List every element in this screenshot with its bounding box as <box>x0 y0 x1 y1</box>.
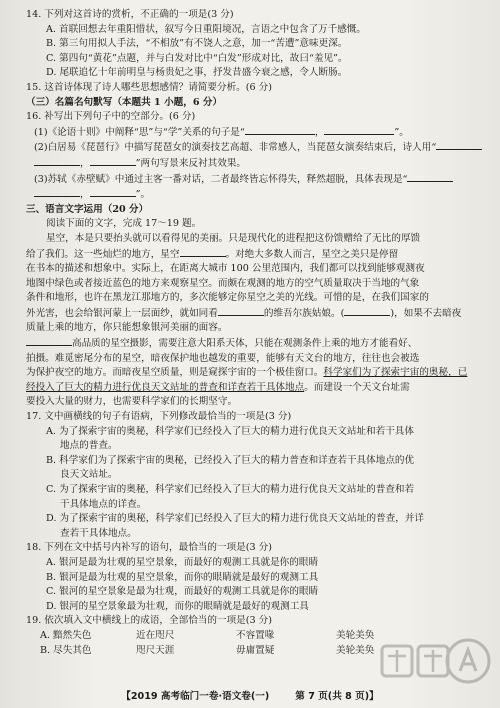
footer-page-number: 第 7 页(共 8 页)】 <box>295 691 379 702</box>
section-heading-recitation: （三）名篇名句默写（本题共 1 小题，6 分） <box>26 96 223 108</box>
passage-line: 地图中绿色或者接近蓝色的地方来观察星空。而颇在观测的地方的空气质量取决于当地的气象 <box>26 277 420 289</box>
section-heading-language: 三、语言文字运用（20 分） <box>26 203 149 215</box>
q18-option-c: C. 银河的星空景象是最为壮观，而最好的观测工具就是你的眼睛 <box>46 586 319 598</box>
q14-stem: 14. 下列对这首诗的赏析，不正确的一项是(3 分) <box>26 9 234 20</box>
passage-line: 给了我们。这一些灿烂的地方，星空 。对绝大多数人而言，星空之美只是停留 <box>26 248 399 260</box>
passage-line: 质量上乘的地方，你只能想象银河美丽的面容。 <box>26 322 228 334</box>
q14-option-a: A. 首联回想去年重阳惜状，叙写今日重阳境况，言语之中包含了万千感慨。 <box>46 23 367 35</box>
q18-option-b: B. 银河是最为壮观的星空景象，而你的眼睛就是最好的观测工具 <box>46 571 319 583</box>
q16-stem: 16. 补写出下列句子中的空部分。(6 分) <box>26 111 196 123</box>
passage-line: 在书本的描述和想象中。实际上，在距离大城市 100 公里范围内，我们都可以找到能够观测夜 <box>26 263 425 275</box>
passage-line: 外光害，也会给银河蒙上一层面纱，就如同看 的维吾尔族姑娘。( )，如果不去暗夜 <box>26 307 462 319</box>
q14-option-c: C. 第四句“黄花”点题，并与白发对比中“白发”形成对比，故曰“羞见”。 <box>46 52 348 64</box>
q17-option-c: C. 为了探索宇宙的奥秘，科学家们已经投入了巨大的精力进行优良天文站址的普查和若 <box>46 484 415 495</box>
passage-line: 要投入大量的财力，也需要科学家们的长期坚守。 <box>26 396 238 408</box>
page-footer <box>0 688 500 702</box>
underlined-sentence: 经投入了巨大的精力进行优良天文站址的普查和详查若干具体地点 <box>26 381 305 393</box>
passage-line: 拍摄。难觅密尾分布的星空，暗夜保护地也越发的重要，能够有天文台的地方，往往也会被选 <box>26 352 420 364</box>
passage-line: 条件和地形，也许在黑龙江那地方的，多次能够定你星空之美的光线。可惜的是，在我们国家的 <box>26 292 429 304</box>
q16-item-3b: ， ”。 <box>26 187 482 203</box>
q17-option-a: A. 为了探索宇宙的奥秘，科学家们已经投入了巨大的精力进行优良天文站址和若干具体 <box>46 425 414 437</box>
q19-stem: 19. 依次填入文中横线上的成语，全部恰当的一项是(3 分) <box>26 615 273 627</box>
answer-blank <box>436 140 482 150</box>
passage-line: 星空，本是只要抬头就可以看得见的美丽。只是现代化的进程把这份馈赠给了无比的厚馈 <box>46 232 421 244</box>
q16-item-3a: (3)苏轼《赤壁赋》中通过主客一番对话，二者最终皆忘怀得失，释然超脱，具体表现是“ <box>26 172 482 188</box>
q17-option-c-cont: 干具体地点的详查。 <box>60 498 147 510</box>
answer-blank <box>90 187 136 197</box>
q14-option-d: D. 尾联追忆十年前明皇与杨贵妃之事，抒发昔盛今衰之感，令人断肠。 <box>46 67 348 79</box>
answer-blank <box>34 187 80 197</box>
answer-blank <box>26 336 72 346</box>
footer-exam-title: 【2019 高考临门一卷·语文卷(一) <box>121 691 270 702</box>
answer-blank <box>180 247 226 257</box>
q17-stem: 17. 文中画横线的句子有语病，下列修改最恰当的一项是(3 分) <box>26 411 292 423</box>
q18-stem: 18. 下列在文中括号内补写的语句，最恰当的一项是(3 分) <box>26 542 273 554</box>
answer-blank <box>344 306 390 316</box>
q17-option-a-cont: 地点的普查。 <box>60 440 118 452</box>
q16-item-1: (1)《论语十则》中阐释“思”与“学”关系的句子是“ ， ”。 <box>34 126 409 138</box>
answer-blank <box>34 156 80 166</box>
q14-option-b: B. 第三句用拟人手法，“不相放”有不饶人之意，加一“苦遭”意味更深。 <box>46 38 348 50</box>
q15-stem: 15. 这首诗体现了诗人哪些思想感情？请简要分析。(6 分) <box>26 81 273 93</box>
q18-option-a: A. 银河是最为壮观的星空景象，而最好的观测工具就是你的眼睛 <box>46 556 319 568</box>
passage-line: 高品质的星空摄影，需要注意大阳系天体，只能在观测条件上乘的地方才能看好、 <box>26 336 482 352</box>
answer-blank <box>218 306 264 316</box>
q17-option-d-cont: 查若干具体地点。 <box>60 527 137 539</box>
q16-item-2b: ， ”两句写景来反衬其效果。 <box>26 156 482 172</box>
q17-option-b-cont: 良天文站址。 <box>60 469 118 481</box>
q19-option-a: A. 黯然失色 近在咫尺 不容置喙 美轮美奂 <box>40 629 375 641</box>
answer-blank <box>324 125 394 135</box>
underlined-sentence: 科学家们为了探索宇宙的奥秘，已 <box>323 367 468 379</box>
q18-option-d: D. 银河的星空景象最为壮观，而你的眼睛就是最好的观测工具 <box>46 600 309 612</box>
watermark-logo-icon <box>376 634 492 688</box>
answer-blank <box>407 172 453 182</box>
answer-blank <box>245 125 315 135</box>
answer-blank <box>90 156 136 166</box>
passage-intro: 阅读下面的文字，完成 17～19 题。 <box>46 218 202 230</box>
passage-line: 经投入了巨大的精力进行优良天文站址的普查和详查若干具体地点。而建设一个天文台址需 <box>26 381 410 393</box>
q17-option-d: D. 为了探索宇宙的奥秘，科学家们已经投入了巨大的精力进行优良天文站址的普查，并详 <box>46 513 425 525</box>
q16-item-2a: (2)白居易《琵琶行》中描写琵琶女的演奏技艺高超、非常感人，当琵琶女演奏结束后，诗人用“ <box>26 140 482 156</box>
q17-option-b: B. 科学家们为了探索宇宙的奥秘，已经投入了巨大的精力普查和详查若干具体地点的优 <box>46 454 415 466</box>
passage-line: 为保护夜空的地方。而暗夜星空质量，则是窥探宇宙的一个极佳窗口。科学家们为了探索宇宙的奥秘，已 <box>26 367 468 379</box>
q19-option-b: B. 尽失其色 咫尺天涯 毋庸置疑 美轮美奂 <box>40 644 375 656</box>
